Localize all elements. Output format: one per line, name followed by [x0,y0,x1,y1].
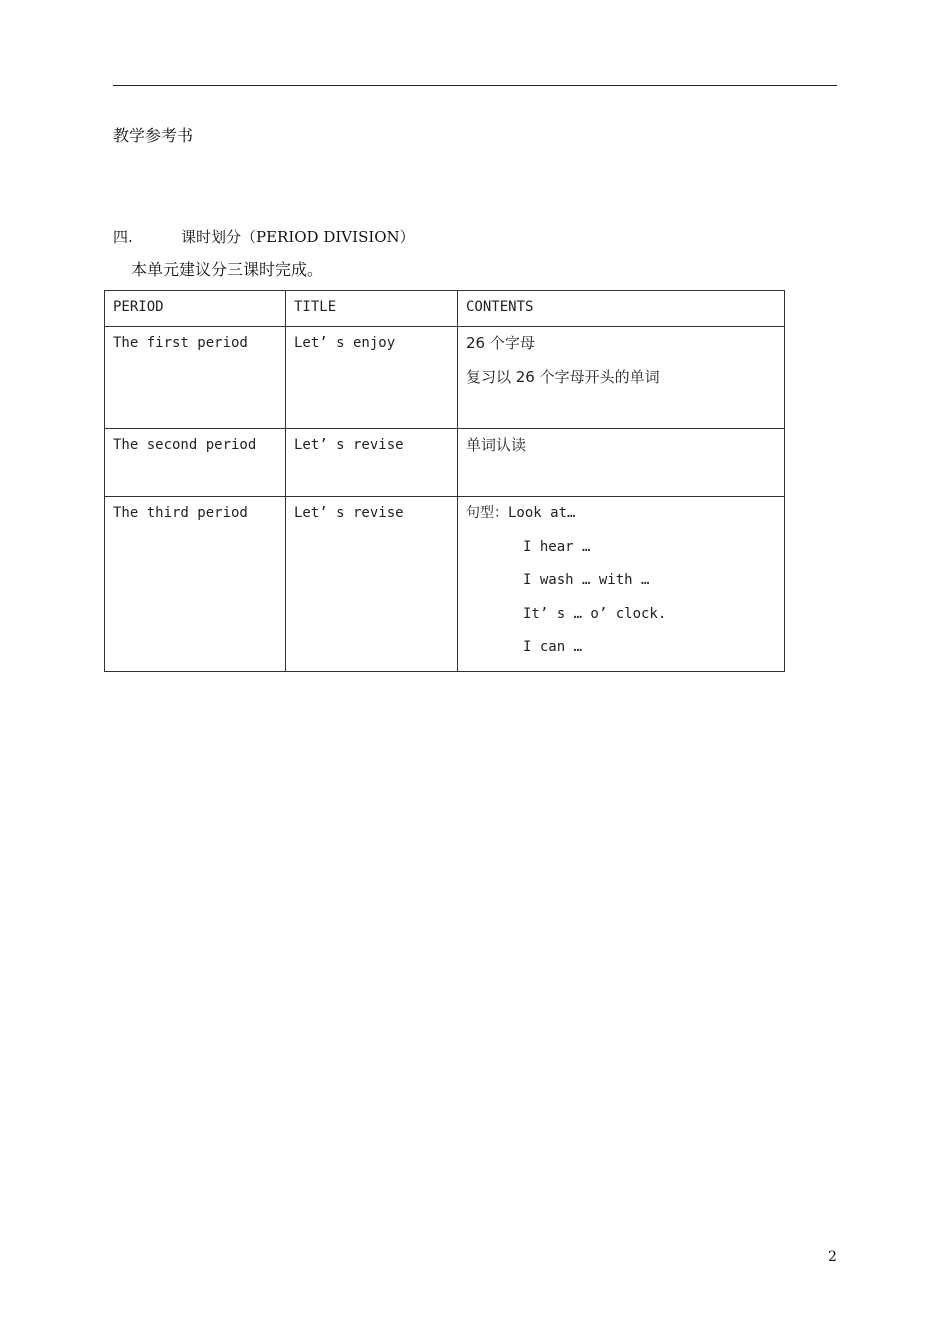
contents-line: I hear … [523,538,591,555]
contents-cell [458,497,785,672]
running-head: 教学参考书 [113,126,194,145]
contents-cell [458,327,785,429]
contents-line: It’ s … o’ clock. [523,605,667,622]
section-number: 四. [113,228,133,246]
contents-line: I wash … with … [523,572,650,588]
page-number: 2 [828,1249,837,1265]
title-cell: Let’ s revise [286,497,458,672]
contents-line: 句型：Look at… [466,505,576,521]
section-intro: 本单元建议分三课时完成。 [131,260,324,279]
header-rule [113,85,837,86]
table-header-row [105,291,785,327]
table-row [105,429,785,497]
contents-line: 复习以 26 个字母开头的单词 [466,367,660,386]
period-cell: The first period [105,327,286,429]
table-row [105,497,785,672]
contents-line: 单词认读 [466,436,527,454]
title-cell: Let’ s enjoy [286,327,458,429]
column-header-period: PERIOD [105,291,286,327]
period-division-table [104,290,785,672]
table-row [105,327,785,429]
section-title: 课时划分（PERIOD DIVISION） [181,228,415,246]
contents-line: I can … [523,639,583,655]
column-header-contents: CONTENTS [458,291,785,327]
section-heading [113,226,415,248]
title-cell: Let’ s revise [286,429,458,497]
contents-line: 26 个字母 [466,334,535,352]
column-header-title: TITLE [286,291,458,327]
period-cell: The second period [105,429,286,497]
period-cell: The third period [105,497,286,672]
contents-cell [458,429,785,497]
